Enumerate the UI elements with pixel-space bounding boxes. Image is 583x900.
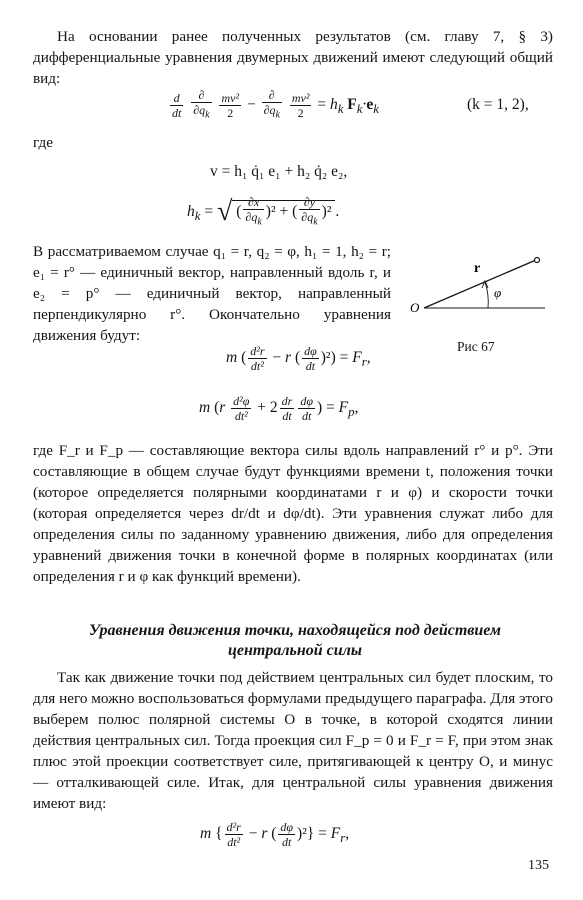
figure-67 bbox=[400, 250, 550, 320]
where-label: где bbox=[33, 134, 53, 151]
label-r: r bbox=[474, 261, 481, 276]
paragraph-components: где F_r и F_p — составляющие вектора силы вдоль направлений r° и p°. Эти составляющие в общем случае будут функциями времени t, положения точки (которое определяется полярными координатами r и φ) и скорости точки (которая определяется через dr/dt и dφ/dt). Эти уравнения служат либо для определения силы по заданному уравнению движения, либо для определения уравнений движения точки в конечной форме в полярных координатах (или определения r и φ как функций времени). bbox=[33, 442, 553, 585]
equation-velocity: v = h₁ q̇₁ e₁ + h₂ q̇₂ e₂, bbox=[210, 163, 348, 180]
label-phi: φ bbox=[494, 285, 502, 300]
point-marker bbox=[535, 258, 540, 263]
equation-lagrange: $\frac{d}{dt}$ $\frac{\partial}{\partial q_k}$ $\frac{\text{mv²}}{2}$ − $\frac{\partial}{\partial q_k}$ $\frac{\text{mv²}}{2}$ = $h_k$ $F_k\cdot e_k$ bbox=[172, 88, 379, 121]
equation-lame: $h_k$ = √ ( $\frac{\partial x}{\partial q_k}$ )² + ( $\frac{\partial y}{\partial q_k}$ )² . bbox=[187, 195, 340, 228]
paragraph-central-force: Так как движение точки под действием центральных сил будет плоским, то для него можно воспользоваться формулами предыдущего параграфа. Для этого выберем полюс полярной системы O в точке, в которой сходятся линии действия центральных сил. Тогда проекция сил F_p = 0 и F_r = F, при этом знак плюс этой проекции соответствует силе, притягивающей к центру O, и минус — отталкивающей силе. Итак, для центральной силы уравнения движения имеют вид: bbox=[33, 669, 553, 812]
equation-index-note: (k = 1, 2), bbox=[467, 96, 529, 113]
equation-transverse: m (r $\frac{\text{d²φ}}{\text{dt²}}$ + 2 $\frac{dr}{dt}$ $\frac{d\varphi}{dt}$ ) = $F_p$, bbox=[199, 394, 359, 423]
figure-caption: Рис 67 bbox=[457, 339, 495, 354]
page-number: 135 bbox=[528, 858, 549, 873]
equation-central: m { $\frac{\text{d²r}}{\text{dt²}}$ − r ( $\frac{d\varphi}{dt}$ )$^2\} = F_r$, bbox=[200, 820, 350, 849]
paragraph-intro: На основании ранее полученных результатов (см. главу 7, § 3) дифференциальные уравнения двумерных движений имеют следующий общий вид: bbox=[33, 28, 553, 87]
equation-radial: m ( $\frac{\text{d²r}}{\text{dt²}}$ − r ( $\frac{d\varphi}{dt}$ )$^2) = F_r$, bbox=[226, 344, 371, 373]
paragraph-polar: В рассматриваемом случае q₁ = r, q₂ = φ, h₁ = 1, h₂ = r; e₁ = r° — единичный вектор, направленный вдоль r, и e₂ = p° — единичный вектор, направленный перпендикулярно r°. Окончательно уравнения движения будут: bbox=[33, 243, 391, 344]
section-heading: Уравнения движения точки, находящейся под действием центральной силы bbox=[89, 622, 501, 659]
label-origin: O bbox=[410, 300, 420, 315]
